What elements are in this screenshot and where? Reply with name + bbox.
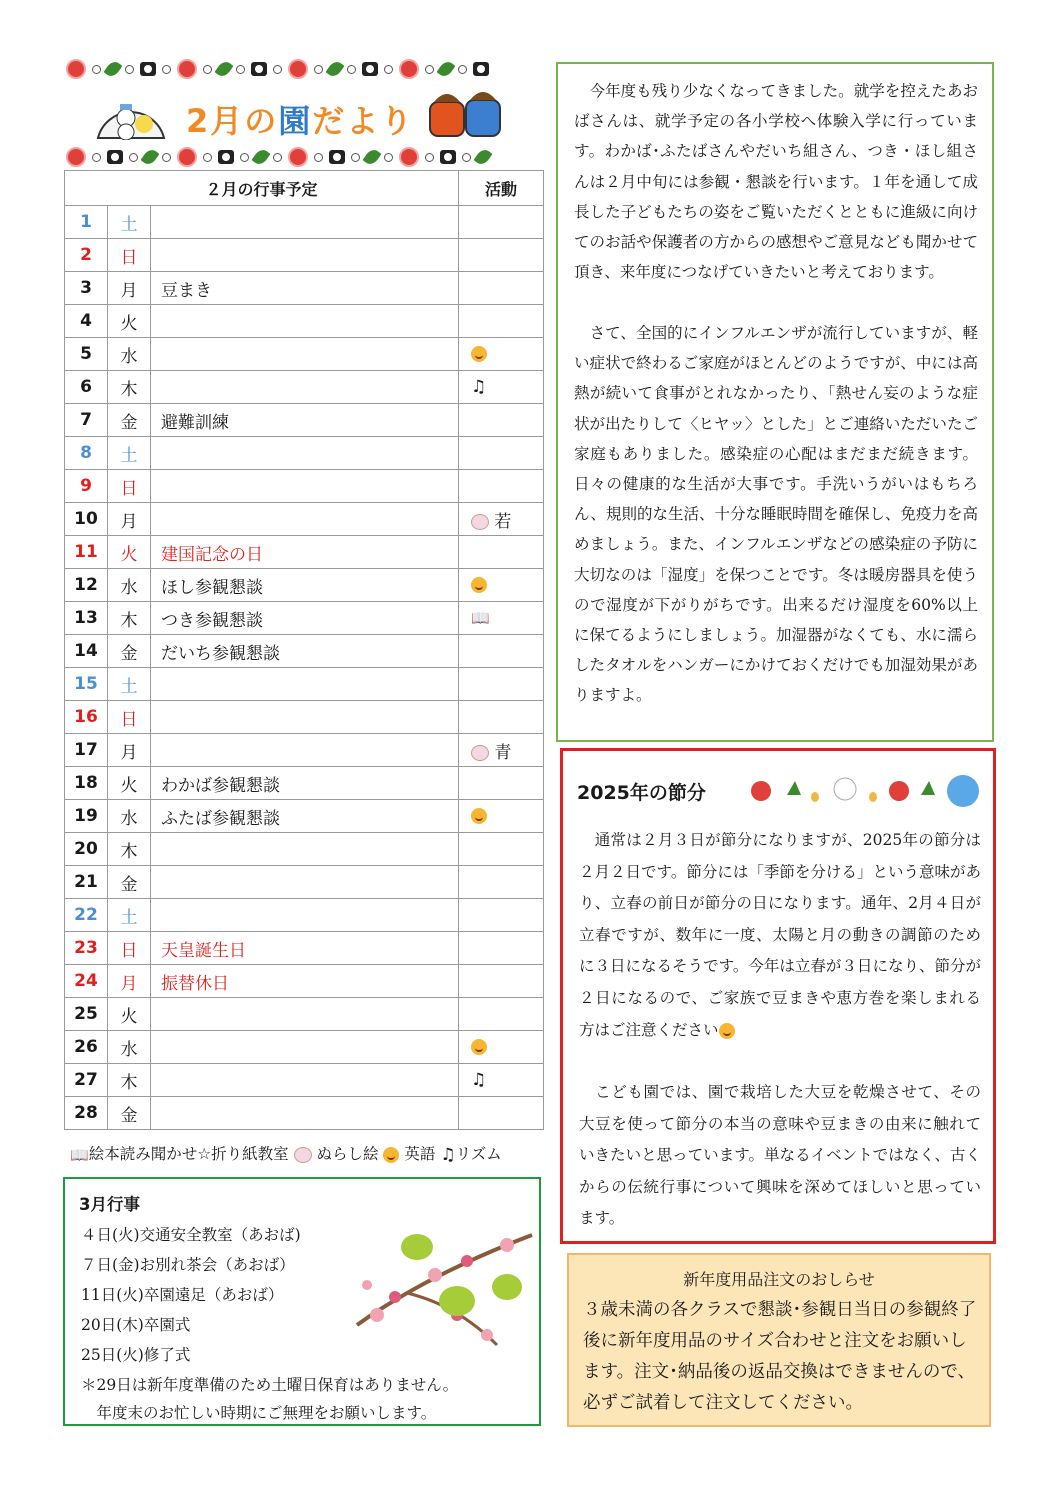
event-cell: 豆まき [151, 272, 459, 305]
weekday-cell: 水 [108, 800, 151, 833]
march-event-line: 25日(火)修了式 [81, 1346, 191, 1364]
notice-title: 新年度用品注文のおしらせ [683, 1270, 875, 1289]
activity-cell [459, 602, 544, 635]
event-cell [151, 305, 459, 338]
notice-body: ３歳未満の各クラスで懇談･参観日当日の参観終了後に新年度用品のサイズ合わせと注文をお願いします。注文･納品後の返品交換はできませんので、必ずご試着して注文してください。 [583, 1300, 977, 1413]
weekday-cell: 木 [108, 371, 151, 404]
day-number-cell: 6 [65, 371, 108, 404]
day-number-cell: 16 [65, 701, 108, 734]
event-cell: 天皇誕生日 [151, 932, 459, 965]
day-number-cell: 26 [65, 1031, 108, 1064]
weekday-cell: 火 [108, 536, 151, 569]
setsubun-paragraph-1: 通常は２月３日が節分になりますが、2025年の節分は２月２日です。節分には「季節を分ける」という意味があり、立春の前日が節分の日になります。通年、2月４日が立春ですが、数年に一度、太陽と月の動きの調節のために３日になるそうです。今年は立春が３日になり、節分が２日になるので、ご家族で豆まきや恵方巻を楽しまれる方はご注意ください [579, 831, 981, 1039]
event-cell [151, 734, 459, 767]
activity-cell [459, 503, 544, 536]
march-note-line: 年度末のお忙しい時期にご無理をお願いします。 [81, 1404, 437, 1422]
weekday-cell: 日 [108, 470, 151, 503]
weekday-cell: 月 [108, 965, 151, 998]
table-row [65, 1064, 544, 1097]
legend-smile-label: 英語 [404, 1145, 436, 1163]
table-row [65, 536, 544, 569]
table-row [65, 668, 544, 701]
table-row [65, 206, 544, 239]
activity-column-header: 活動 [459, 171, 544, 206]
activity-cell [459, 536, 544, 569]
table-row [65, 866, 544, 899]
activity-cell [459, 1031, 544, 1064]
table-row [65, 833, 544, 866]
event-cell: わかば参観懇談 [151, 767, 459, 800]
weekday-cell: 日 [108, 701, 151, 734]
legend-note-label: リズム [455, 1145, 502, 1163]
activity-cell [459, 371, 544, 404]
day-number-cell: 27 [65, 1064, 108, 1097]
day-number-cell: 15 [65, 668, 108, 701]
activity-cell [459, 1064, 544, 1097]
event-cell [151, 338, 459, 371]
setsubun-box [560, 748, 996, 1244]
weekday-cell: 金 [108, 635, 151, 668]
weekday-cell: 月 [108, 503, 151, 536]
weekday-cell: 金 [108, 404, 151, 437]
day-number-cell: 20 [65, 833, 108, 866]
activity-cell [459, 734, 544, 767]
activity-cell [459, 833, 544, 866]
plum-blossom-birds-illustration [347, 1215, 537, 1355]
activity-cell [459, 932, 544, 965]
smile-icon [471, 808, 487, 824]
weekday-cell: 木 [108, 602, 151, 635]
event-cell [151, 668, 459, 701]
activity-cell [459, 272, 544, 305]
music-note-icon: ♫ [440, 1144, 456, 1165]
event-cell [151, 866, 459, 899]
weekday-cell: 木 [108, 833, 151, 866]
activity-cell [459, 701, 544, 734]
activity-cell [459, 635, 544, 668]
event-cell: ふたば参観懇談 [151, 800, 459, 833]
weekday-cell: 火 [108, 767, 151, 800]
event-cell [151, 470, 459, 503]
event-cell [151, 998, 459, 1031]
table-row [65, 602, 544, 635]
activity-cell [459, 1097, 544, 1130]
message-paragraph-2: さて、全国的にインフルエンザが流行していますが、軽い症状で終わるご家庭がほとんどのようですが、中には高熱が続いて食事がとれなかったり、「熱せん妄のような症状が出たりして〈ヒヤッ〉とした」とご連絡いただいたご家庭もありました。感染症の心配はまだまだ続きます。日々の健康的な生活が大事です。手洗いうがいはもちろん、規則的な生活、十分な睡眠時間を確保し、免疫力を高めましょう。また、インフルエンザなどの感染症の予防に大切なのは「湿度」を保つことです。冬は暖房器具を使うので湿度が下がりがちです。出来るだけ湿度を60%以上に保てるようにしましょう。加湿器がなくても、水に濡らしたタオルをハンガーにかけておくだけでも加湿効果がありますよ。 [574, 324, 978, 705]
table-row [65, 1031, 544, 1064]
smile-icon [471, 346, 487, 362]
activity-cell [459, 338, 544, 371]
activity-legend [70, 1142, 502, 1165]
day-number-cell: 12 [65, 569, 108, 602]
weekday-cell: 金 [108, 866, 151, 899]
greeting-message-box [556, 62, 994, 742]
table-row [65, 503, 544, 536]
table-row [65, 965, 544, 998]
weekday-cell: 木 [108, 1064, 151, 1097]
snowman-igloo-icon [96, 88, 166, 140]
event-cell: だいち参観懇談 [151, 635, 459, 668]
smile-icon [383, 1147, 399, 1163]
event-cell: ほし参観懇談 [151, 569, 459, 602]
activity-cell [459, 206, 544, 239]
event-cell [151, 503, 459, 536]
event-cell: 振替休日 [151, 965, 459, 998]
march-events-title: 3月行事 [79, 1195, 140, 1214]
day-number-cell: 3 [65, 272, 108, 305]
oni-masks-icon [426, 86, 506, 140]
march-events-box [63, 1177, 541, 1426]
day-number-cell: 1 [65, 206, 108, 239]
activity-cell [459, 305, 544, 338]
events-column-header: ２月の行事予定 [65, 171, 459, 206]
weekday-cell: 水 [108, 1031, 151, 1064]
weekday-cell: 土 [108, 206, 151, 239]
smile-icon [471, 1039, 487, 1055]
day-number-cell: 10 [65, 503, 108, 536]
event-cell [151, 371, 459, 404]
activity-cell [459, 404, 544, 437]
activity-cell [459, 899, 544, 932]
day-number-cell: 11 [65, 536, 108, 569]
table-row [65, 305, 544, 338]
smile-icon [471, 577, 487, 593]
activity-cell [459, 437, 544, 470]
book-icon: 📖 [70, 1145, 89, 1164]
weekday-cell: 月 [108, 272, 151, 305]
activity-cell [459, 965, 544, 998]
activity-cell [459, 470, 544, 503]
table-row [65, 1097, 544, 1130]
march-note-line: ＊29日は新年度準備のため土曜日保育はありません。 [81, 1376, 459, 1394]
day-number-cell: 17 [65, 734, 108, 767]
schedule-rows [65, 206, 544, 1130]
palette-icon [471, 514, 489, 530]
event-cell: つき参観懇談 [151, 602, 459, 635]
weekday-cell: 火 [108, 998, 151, 1031]
event-cell [151, 833, 459, 866]
newsletter-title: 2月の園だより [186, 102, 415, 140]
event-cell [151, 1097, 459, 1130]
weekday-cell: 土 [108, 437, 151, 470]
weekday-cell: 月 [108, 734, 151, 767]
event-cell [151, 701, 459, 734]
activity-label: 若 [494, 511, 512, 532]
table-row [65, 800, 544, 833]
table-row [65, 470, 544, 503]
table-row [65, 932, 544, 965]
table-row [65, 338, 544, 371]
event-cell [151, 206, 459, 239]
event-cell: 建国記念の日 [151, 536, 459, 569]
weekday-cell: 火 [108, 305, 151, 338]
table-row [65, 437, 544, 470]
book-icon: 📖 [471, 609, 490, 627]
activity-cell [459, 767, 544, 800]
day-number-cell: 7 [65, 404, 108, 437]
palette-icon [471, 745, 489, 761]
march-event-line: ４日(火)交通安全教室（あおば) [81, 1226, 301, 1244]
decor-border-top [66, 58, 544, 80]
table-row [65, 734, 544, 767]
table-row [65, 899, 544, 932]
weekday-cell: 日 [108, 239, 151, 272]
day-number-cell: 25 [65, 998, 108, 1031]
table-row [65, 569, 544, 602]
setsubun-decor-icons [749, 765, 989, 811]
weekday-cell: 土 [108, 668, 151, 701]
day-number-cell: 9 [65, 470, 108, 503]
order-notice-box [567, 1253, 991, 1427]
legend-palette-label: ぬらし絵 [316, 1145, 379, 1163]
table-row [65, 239, 544, 272]
day-number-cell: 19 [65, 800, 108, 833]
table-row [65, 998, 544, 1031]
music-note-icon: ♫ [471, 377, 487, 397]
event-cell [151, 437, 459, 470]
activity-cell [459, 866, 544, 899]
event-cell [151, 899, 459, 932]
day-number-cell: 23 [65, 932, 108, 965]
decor-border-bottom [66, 146, 544, 168]
smile-emoji-icon [719, 1023, 735, 1039]
activity-cell [459, 998, 544, 1031]
march-event-line: 20日(木)卒園式 [81, 1316, 191, 1334]
day-number-cell: 14 [65, 635, 108, 668]
event-cell: 避難訓練 [151, 404, 459, 437]
february-schedule-table [64, 170, 544, 1130]
activity-label: 青 [494, 742, 512, 763]
activity-cell [459, 800, 544, 833]
day-number-cell: 2 [65, 239, 108, 272]
day-number-cell: 13 [65, 602, 108, 635]
table-row [65, 404, 544, 437]
table-row [65, 371, 544, 404]
table-header-row [65, 171, 544, 206]
palette-icon [294, 1147, 312, 1163]
legend-book-label: 絵本読み聞かせ☆折り紙教室 [88, 1145, 289, 1163]
day-number-cell: 21 [65, 866, 108, 899]
table-row [65, 272, 544, 305]
weekday-cell: 水 [108, 569, 151, 602]
table-row [65, 635, 544, 668]
music-note-icon: ♫ [471, 1070, 487, 1090]
event-cell [151, 239, 459, 272]
march-event-line: 11日(火)卒園遠足（あおば） [81, 1286, 284, 1304]
weekday-cell: 金 [108, 1097, 151, 1130]
activity-cell [459, 668, 544, 701]
day-number-cell: 5 [65, 338, 108, 371]
march-event-line: ７日(金)お別れ茶会（あおば） [81, 1256, 295, 1274]
activity-cell [459, 239, 544, 272]
weekday-cell: 土 [108, 899, 151, 932]
day-number-cell: 4 [65, 305, 108, 338]
setsubun-heading: 2025年の節分 [577, 782, 706, 804]
weekday-cell: 日 [108, 932, 151, 965]
header-banner [66, 58, 544, 168]
day-number-cell: 22 [65, 899, 108, 932]
activity-cell [459, 569, 544, 602]
day-number-cell: 8 [65, 437, 108, 470]
table-row [65, 767, 544, 800]
table-row [65, 701, 544, 734]
setsubun-paragraph-2: こども園では、園で栽培した大豆を乾燥させて、その大豆を使って節分の本当の意味や豆まきの由来に触れていきたいと思っています。単なるイベントではなく、古くからの伝統行事について興味を深めてほしいと思っています。 [579, 1083, 981, 1228]
event-cell [151, 1064, 459, 1097]
message-paragraph-1: 今年度も残り少なくなってきました。就学を控えたあおばさんは、就学予定の各小学校へ体験入学に行っています。わかば･ふたばさんやだいち組さん、つき・ほし組さんは２月中旬には参観・懇談を行います。１年を通して成長した子どもたちの姿をご覧いただくとともに進級に向けてのお話や保護者の方からの感想やご意見なども聞かせて頂き、来年度につなげていきたいと考えております。 [574, 82, 978, 282]
event-cell [151, 1031, 459, 1064]
day-number-cell: 18 [65, 767, 108, 800]
day-number-cell: 28 [65, 1097, 108, 1130]
day-number-cell: 24 [65, 965, 108, 998]
weekday-cell: 水 [108, 338, 151, 371]
